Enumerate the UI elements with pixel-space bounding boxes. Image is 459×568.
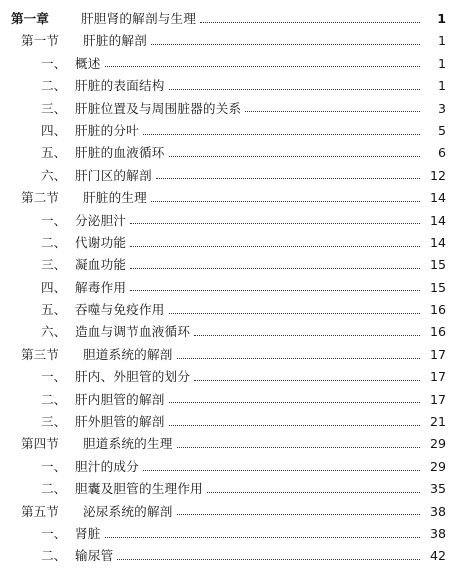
- dot-leader: [177, 447, 420, 448]
- toc-entry-section: [0, 187, 459, 209]
- toc-entry-title: 肾脏: [75, 525, 101, 541]
- toc-entry-section: [0, 344, 459, 366]
- toc-entry-page: 29: [429, 458, 446, 474]
- toc-entry-number: 第三节: [21, 346, 59, 362]
- dot-leader: [169, 313, 420, 314]
- toc-entry-title: 肝脏的表面结构: [75, 78, 165, 94]
- dot-leader: [130, 223, 420, 224]
- toc-entry-item: [0, 411, 459, 433]
- toc-entry-page: 29: [429, 436, 446, 452]
- dot-leader: [169, 402, 420, 403]
- dot-leader: [117, 559, 420, 560]
- dot-leader: [105, 66, 420, 67]
- dot-leader: [151, 44, 420, 45]
- toc-entry-item: [0, 165, 459, 187]
- toc-entry-number: 四、: [41, 279, 67, 295]
- toc-entry-item: [0, 254, 459, 276]
- toc-entry-page: 5: [437, 122, 446, 138]
- toc-entry-title: 肝胆肾的解剖与生理: [81, 11, 197, 26]
- toc-entry-item: [0, 545, 459, 567]
- toc-entry-title: 胆汁的成分: [75, 458, 139, 474]
- dot-leader: [143, 134, 420, 135]
- toc-entry-number: 二、: [41, 481, 67, 497]
- toc-entry-title: 肝脏位置及与周围脏器的关系: [75, 100, 242, 116]
- toc-entry-item: [0, 299, 459, 321]
- dot-leader: [130, 246, 420, 247]
- toc-entry-section: [0, 433, 459, 455]
- toc-entry-number: 一、: [41, 525, 67, 541]
- toc-entry-number: 五、: [41, 145, 67, 161]
- toc-entry-number: 二、: [41, 391, 67, 407]
- dot-leader: [169, 425, 420, 426]
- toc-entry-title: 概述: [75, 55, 101, 71]
- toc-entry-section: [0, 501, 459, 523]
- toc-entry-item: [0, 75, 459, 97]
- toc-entry-page: 14: [429, 212, 446, 228]
- toc-entry-title: 肝脏的生理: [83, 190, 147, 206]
- toc-entry-page: 38: [429, 525, 446, 541]
- toc-entry-item: [0, 53, 459, 75]
- toc-entry-page: 15: [429, 279, 446, 295]
- table-of-contents: [0, 8, 459, 568]
- toc-entry-title: 胆道系统的生理: [83, 436, 173, 452]
- dot-leader: [177, 358, 420, 359]
- toc-entry-page: 15: [429, 257, 446, 273]
- toc-entry-page: 17: [429, 369, 446, 385]
- toc-entry-number: 一、: [41, 369, 67, 385]
- toc-entry-title: 肝外胆管的解剖: [75, 414, 165, 430]
- toc-entry-item: [0, 210, 459, 232]
- toc-entry-item: [0, 456, 459, 478]
- toc-entry-title: 解毒作用: [75, 279, 127, 295]
- toc-entry-page: 35: [429, 481, 446, 497]
- toc-entry-item: [0, 366, 459, 388]
- toc-entry-title: 吞噬与免疫作用: [75, 302, 165, 318]
- toc-entry-page: 1: [437, 78, 446, 94]
- toc-entry-number: 二、: [41, 234, 67, 250]
- toc-entry-number: 六、: [41, 324, 67, 340]
- toc-entry-number: 二、: [41, 78, 67, 94]
- dot-leader: [130, 290, 420, 291]
- toc-entry-number: 三、: [41, 257, 67, 273]
- toc-entry-section: [0, 30, 459, 52]
- toc-entry-number: 二、: [41, 548, 67, 564]
- toc-entry-item: [0, 232, 459, 254]
- toc-entry-page: 38: [429, 503, 446, 519]
- dot-leader: [194, 380, 420, 381]
- toc-entry-item: [0, 277, 459, 299]
- dot-leader: [143, 470, 420, 471]
- dot-leader: [156, 178, 420, 179]
- toc-entry-title: 分泌胆汁: [75, 212, 127, 228]
- toc-entry-page: 17: [429, 346, 446, 362]
- toc-entry-number: 第五节: [21, 503, 59, 519]
- toc-entry-page: 16: [429, 302, 446, 318]
- dot-leader: [130, 268, 420, 269]
- dot-leader: [200, 22, 420, 23]
- toc-entry-title: 胆囊及胆管的生理作用: [75, 481, 203, 497]
- toc-entry-number: 一、: [41, 458, 67, 474]
- toc-entry-page: 1: [437, 11, 446, 26]
- toc-entry-item: [0, 389, 459, 411]
- dot-leader: [169, 156, 420, 157]
- toc-entry-item: [0, 478, 459, 500]
- toc-entry-page: 12: [429, 167, 446, 183]
- dot-leader: [177, 514, 420, 515]
- toc-entry-title: 肝脏的分叶: [75, 122, 139, 138]
- toc-entry-number: 一、: [41, 55, 67, 71]
- toc-entry-title: 造血与调节血液循环: [75, 324, 191, 340]
- toc-entry-title: 肝内胆管的解剖: [75, 391, 165, 407]
- toc-entry-number: 五、: [41, 302, 67, 318]
- toc-entry-title: 凝血功能: [75, 257, 127, 273]
- toc-entry-number: 一、: [41, 212, 67, 228]
- toc-entry-number: 第四节: [21, 436, 59, 452]
- dot-leader: [207, 492, 420, 493]
- toc-entry-number: 三、: [41, 100, 67, 116]
- toc-entry-chapter: [0, 8, 459, 30]
- toc-entry-page: 3: [437, 100, 446, 116]
- toc-entry-title: 输尿管: [75, 548, 114, 564]
- toc-entry-page: 14: [429, 190, 446, 206]
- toc-entry-number: 四、: [41, 122, 67, 138]
- toc-entry-number: 第二节: [21, 190, 59, 206]
- dot-leader: [151, 201, 420, 202]
- toc-entry-page: 42: [429, 548, 446, 564]
- toc-entry-page: 1: [437, 33, 446, 49]
- toc-entry-page: 14: [429, 234, 446, 250]
- dot-leader: [194, 335, 420, 336]
- toc-entry-item: [0, 120, 459, 142]
- toc-entry-title: 肝脏的解剖: [83, 33, 147, 49]
- toc-entry-item: [0, 142, 459, 164]
- toc-entry-number: 第一章: [11, 11, 49, 26]
- toc-entry-number: 三、: [41, 414, 67, 430]
- toc-entry-page: 1: [437, 55, 446, 71]
- toc-entry-page: 6: [437, 145, 446, 161]
- dot-leader: [105, 537, 420, 538]
- toc-entry-page: 21: [429, 414, 446, 430]
- toc-entry-item: [0, 98, 459, 120]
- toc-entry-number: 六、: [41, 167, 67, 183]
- toc-entry-title: 肝脏的血液循环: [75, 145, 165, 161]
- toc-entry-page: 16: [429, 324, 446, 340]
- toc-entry-title: 胆道系统的解剖: [83, 346, 173, 362]
- dot-leader: [169, 89, 420, 90]
- toc-entry-title: 肝内、外胆管的划分: [75, 369, 191, 385]
- toc-entry-page: 17: [429, 391, 446, 407]
- dot-leader: [245, 111, 420, 112]
- toc-entry-title: 肝门区的解剖: [75, 167, 152, 183]
- toc-entry-title: 代谢功能: [75, 234, 127, 250]
- toc-entry-number: 第一节: [21, 33, 59, 49]
- toc-entry-item: [0, 523, 459, 545]
- toc-entry-item: [0, 321, 459, 343]
- toc-entry-title: 泌尿系统的解剖: [83, 503, 173, 519]
